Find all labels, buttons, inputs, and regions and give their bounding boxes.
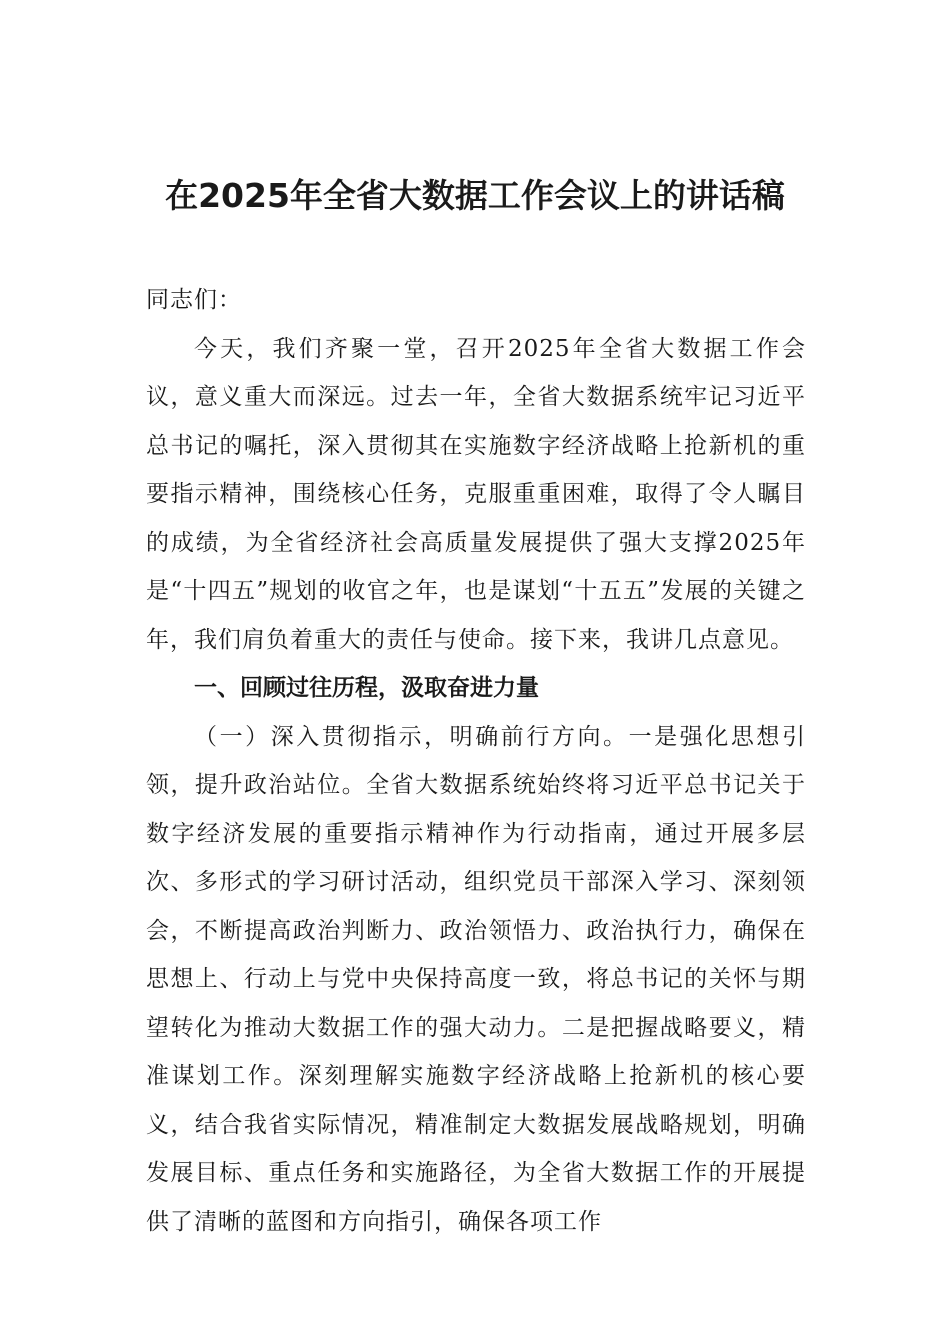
document-title: 在2025年全省大数据工作会议上的讲话稿 [165, 176, 785, 215]
document-body [146, 276, 806, 1246]
salutation: 同志们： [146, 287, 242, 313]
opening-paragraph: 今天，我们齐聚一堂，召开2025年全省大数据工作会议，意义重大而深远。过去一年，全省大数据系统牢记习近平总书记的嘱托，深入贯彻其在实施数字经济战略上抢新机的重要指示精神，围绕核心任务，克服重重困难，取得了令人瞩目的成绩，为全省经济社会高质量发展提供了强大支撑2025年是“十四五”规划的收官之年，也是谋划“十五五”发展的关键之年，我们肩负着重大的责任与使命。接下来，我讲几点意见。 [146, 335, 806, 653]
section-heading: 一、回顾过往历程，汲取奋进力量 [194, 675, 539, 701]
subsection-paragraph: （一）深入贯彻指示，明确前行方向。一是强化思想引领，提升政治站位。全省大数据系统始终将习近平总书记关于数字经济发展的重要指示精神作为行动指南，通过开展多层次、多形式的学习研讨活动，组织党员干部深入学习、深刻领会，不断提高政治判断力、政治领悟力、政治执行力，确保在思想上、行动上与党中央保持高度一致，将总书记的关怀与期望转化为推动大数据工作的强大动力。二是把握战略要义，精准谋划工作。深刻理解实施数字经济战略上抢新机的核心要义，结合我省实际情况，精准制定大数据发展战略规划，明确发展目标、重点任务和实施路径，为全省大数据工作的开展提供了清晰的蓝图和方向指引，确保各项工作 [146, 723, 806, 1235]
